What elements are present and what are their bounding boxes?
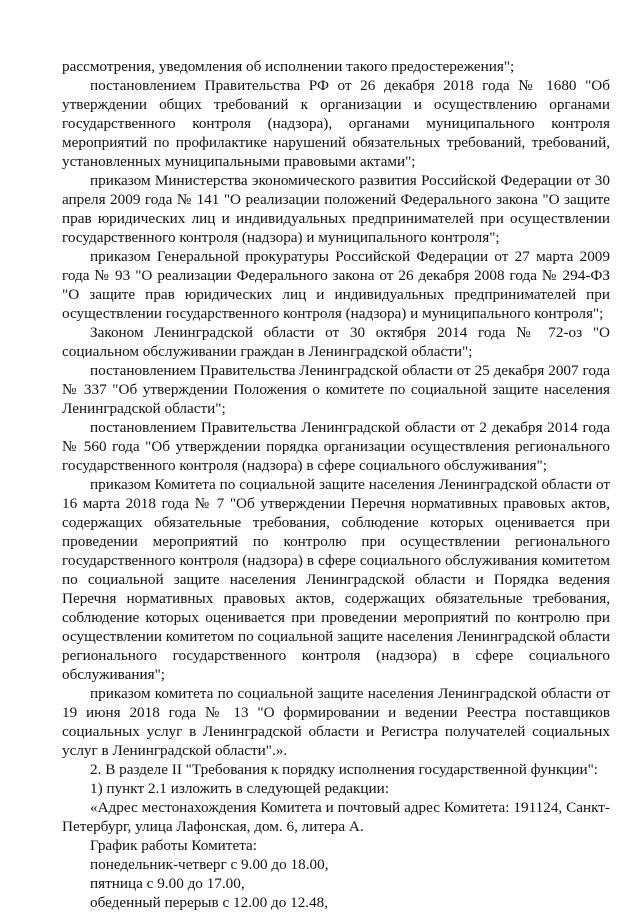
paragraph-decree-560: постановлением Правительства Ленинградской области от 2 декабря 2014 года № 560 года "Об утверждении порядка организации осуществления регионального государственного контроля (надзора) в сфере социального обслуживания"; bbox=[62, 419, 610, 474]
document-page bbox=[62, 57, 610, 912]
paragraph-address: «Адрес местонахождения Комитета и почтовый адрес Комитета: 191124, Санкт-Петербург, улица Лафонская, дом. 6, литера А. bbox=[62, 799, 610, 835]
paragraph-schedule-mon-thu: понедельник-четверг с 9.00 до 18.00, bbox=[90, 856, 329, 873]
paragraph-government-decree-1680: постановлением Правительства РФ от 26 декабря 2018 года № 1680 "Об утверждении общих требований к организации и осуществлению органами государственного контроля (надзора), органами муниципального контроля мероприятий по профилактике нарушений обязательных требований, требований, установленных муниципальными правовыми актами"; bbox=[62, 77, 610, 170]
paragraph-schedule-lunch: обеденный перерыв с 12.00 до 12.48, bbox=[90, 894, 329, 911]
paragraph-section-ii: 2. В разделе II "Требования к порядку исполнения государственной функции": bbox=[90, 761, 599, 778]
paragraph-schedule-fri: пятница с 9.00 до 17.00, bbox=[90, 875, 245, 892]
paragraph-order-prosecutor-93: приказом Генеральной прокуратуры Российской Федерации от 27 марта 2009 года № 93 "О реализации Федерального закона от 26 декабря 2008 года № 294-ФЗ "О защите прав юридических лиц и индивидуальных предпринимателей при осуществлении государственного контроля (надзора) и муниципального контроля"; bbox=[62, 248, 610, 322]
paragraph-committee-order-7: приказом Комитета по социальной защите населения Ленинградской области от 16 марта 2018 года № 7 "Об утверждении Перечня нормативных правовых актов, содержащих обязательные требования, соблюдение которых оценивается при проведении мероприятий по контролю при осуществлении регионального государственного контроля (надзора) в сфере социального обслуживания комитетом по социальной защите населения Ленинградской области и Порядка ведения Перечня нормативных правовых актов, содержащих обязательные требования, соблюдение которых оценивается при проведении мероприятий по контролю при осуществлении комитетом по социальной защите населения Ленинградской области регионального государственного контроля (надзора) в сфере социального обслуживания"; bbox=[62, 476, 610, 683]
paragraph-regional-law-72oz: Законом Ленинградской области от 30 октября 2014 года № 72-оз "О социальном обслуживании граждан в Ленинградской области"; bbox=[62, 324, 610, 360]
paragraph-order-ministry-141: приказом Министерства экономического развития Российской Федерации от 30 апреля 2009 года № 141 "О реализации положений Федерального закона "О защите прав юридических лиц и индивидуальных предпринимателей при осуществлении государственного контроля (надзора) и муниципального контроля"; bbox=[62, 172, 610, 246]
paragraph-schedule-heading: График работы Комитета: bbox=[90, 837, 257, 854]
paragraph-decree-337: постановлением Правительства Ленинградской области от 25 декабря 2007 года № 337 "Об утверждении Положения о комитете по социальной защите населения Ленинградской области"; bbox=[62, 362, 610, 417]
paragraph-continuation: рассмотрения, уведомления об исполнении такого предостережения"; bbox=[62, 58, 515, 75]
paragraph-clause-2-1: 1) пункт 2.1 изложить в следующей редакции: bbox=[90, 780, 390, 797]
paragraph-committee-order-13: приказом комитета по социальной защите населения Ленинградской области от 19 июня 2018 года № 13 "О формировании и ведении Реестра поставщиков социальных услуг в Ленинградской области и Регистра получателей социальных услуг в Ленинградской области".». bbox=[62, 685, 610, 759]
